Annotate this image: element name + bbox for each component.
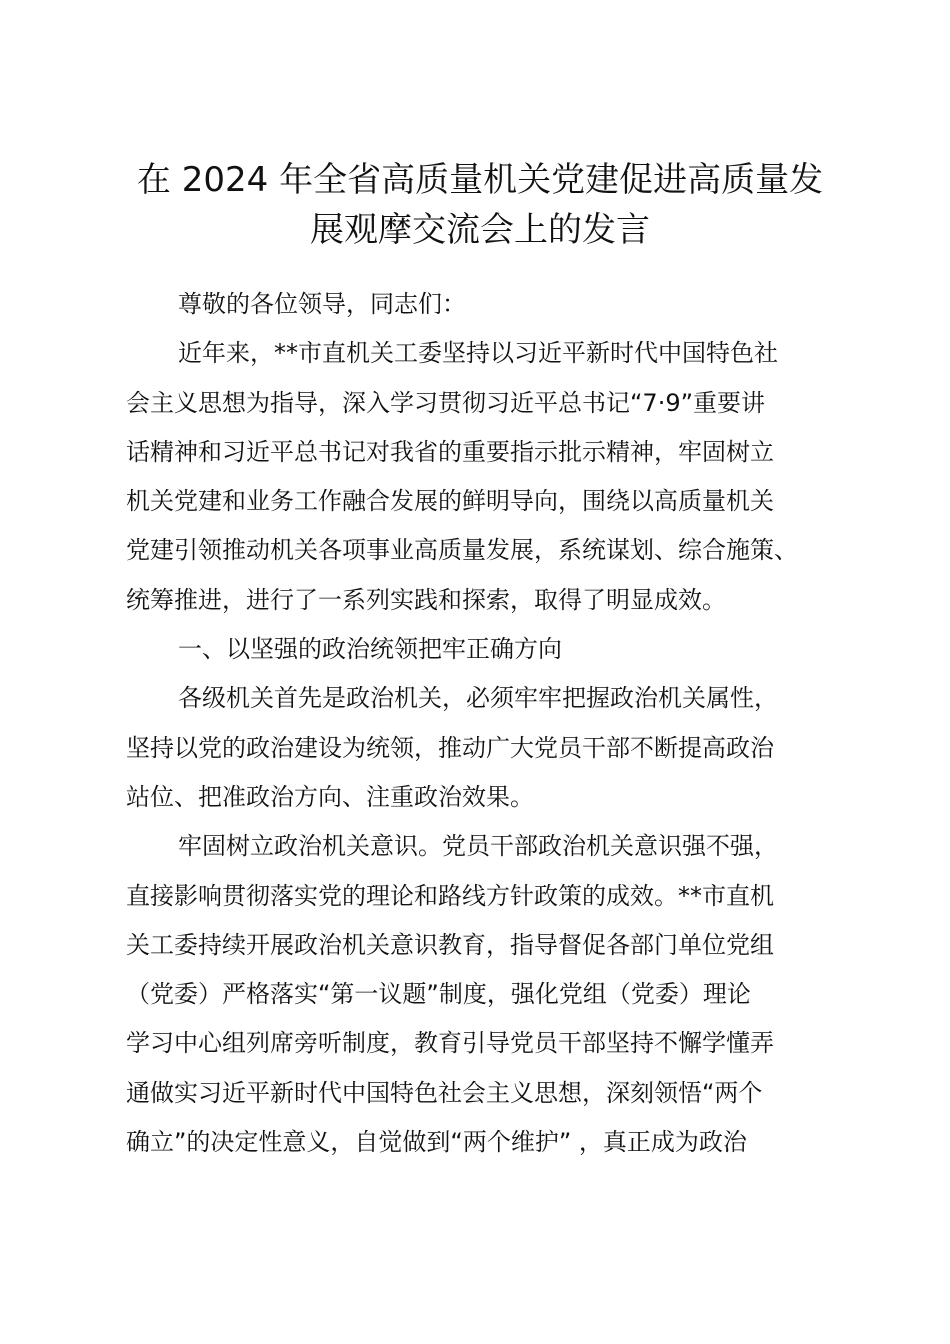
body-line: 各级机关首先是政治机关，必须牢牢把握政治机关属性，: [178, 684, 778, 713]
body-line: 统筹推进，进行了一系列实践和探索，取得了明显成效。: [126, 585, 726, 614]
body-line: 学习中心组列席旁听制度，教育引导党员干部坚持不懈学懂弄: [126, 1029, 774, 1058]
body-line: 通做实习近平新时代中国特色社会主义思想，深刻领悟“两个: [126, 1078, 763, 1107]
body-line: （党委）严格落实“第一议题”制度，强化党组（党委）理论: [126, 980, 751, 1009]
body-line: 站位、把准政治方向、注重政治效果。: [126, 782, 534, 811]
body-line: 话精神和习近平总书记对我省的重要指示批示精神，牢固树立: [126, 437, 774, 466]
title-line-1: 在 2024 年全省高质量机关党建促进高质量发: [136, 160, 824, 200]
body-line: 确立”的决定性意义，自觉做到“两个维护” ，真正成为政治: [126, 1128, 747, 1157]
body-line: 机关党建和业务工作融合发展的鲜明导向，围绕以高质量机关: [126, 487, 774, 516]
body-line: 会主义思想为指导，深入学习贯彻习近平总书记“7·9”重要讲: [126, 388, 766, 417]
body-line: 近年来，**市直机关工委坚持以习近平新时代中国特色社: [178, 339, 778, 368]
body-line: 直接影响贯彻落实党的理论和路线方针政策的成效。**市直机: [126, 881, 774, 910]
title-line-2: 展观摩交流会上的发言: [310, 210, 650, 250]
body-line: 关工委持续开展政治机关意识教育，指导督促各部门单位党组: [126, 930, 774, 959]
body-line: 一、以坚强的政治统领把牢正确方向: [178, 635, 562, 664]
body-line: 坚持以党的政治建设为统领，推动广大党员干部不断提高政治: [126, 733, 774, 762]
document-title: [110, 155, 850, 255]
body-line: 党建引领推动机关各项事业高质量发展，系统谋划、综合施策、: [126, 536, 798, 565]
body-line: 尊敬的各位领导，同志们：: [178, 290, 466, 318]
body-line: 牢固树立政治机关意识。党员干部政治机关意识强不强，: [178, 832, 778, 861]
document-body: [126, 280, 866, 1167]
